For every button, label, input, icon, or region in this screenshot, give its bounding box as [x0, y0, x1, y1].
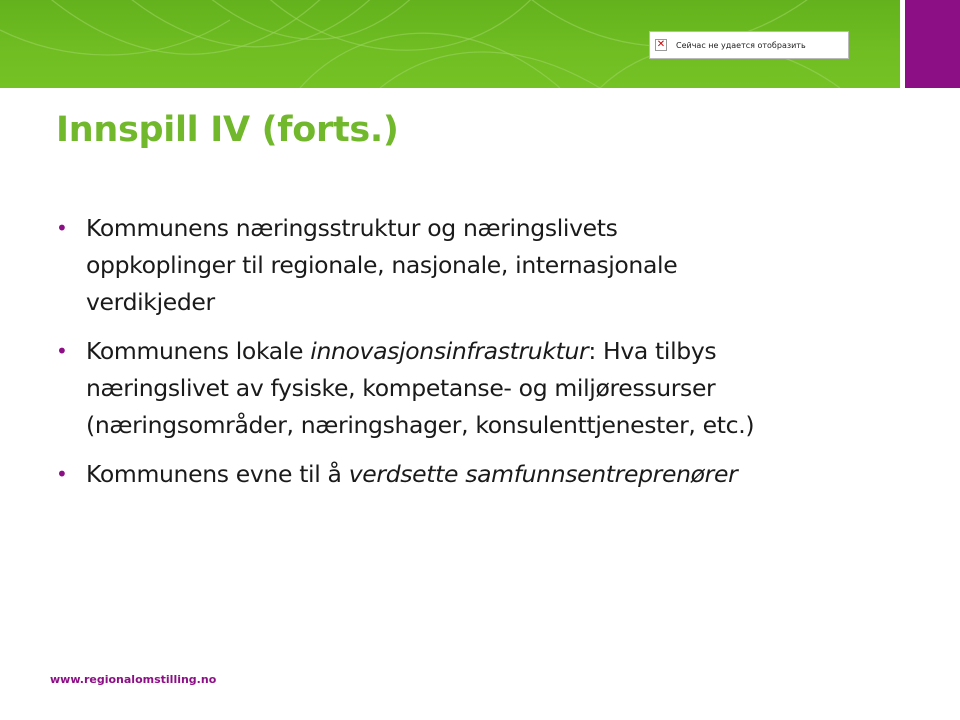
broken-image-placeholder: [649, 31, 849, 59]
bullet-item: [56, 456, 956, 493]
bullet-line: oppkoplinger til regionale, nasjonale, internasjonale: [86, 251, 678, 279]
bullet-line: Kommunens næringsstruktur og næringslivets: [86, 214, 618, 242]
bullet-dot-icon: •: [56, 216, 68, 240]
line-text: Kommunens evne til å: [86, 460, 349, 488]
bullet-dot-icon: •: [56, 462, 68, 486]
line-text: Kommunens lokale: [86, 337, 311, 365]
bullet-line: [86, 333, 956, 370]
italic-term: verdsette samfunnsentreprenører: [348, 460, 738, 488]
bullet-item: [56, 210, 956, 321]
bullet-line: (næringsområder, næringshager, konsulenttjenester, etc.): [86, 411, 755, 439]
bullet-line: verdikjeder: [86, 288, 215, 316]
bullet-line: [86, 456, 956, 493]
bullet-line: næringslivet av fysiske, kompetanse- og miljøressurser: [86, 374, 716, 402]
bullet-item: [56, 333, 956, 444]
broken-image-icon: ✕: [656, 39, 666, 50]
italic-term: innovasjonsinfrastruktur: [310, 337, 589, 365]
image-error-text: Сейчас не удается отобразить: [676, 40, 806, 50]
slide-title: Innspill IV (forts.): [56, 110, 399, 150]
header-accent-block: [905, 0, 960, 88]
bullet-dot-icon: •: [56, 339, 68, 363]
line-text: : Hva tilbys: [588, 337, 717, 365]
bullet-list: [56, 210, 956, 505]
footer-url: www.regionalomstilling.no: [50, 673, 217, 686]
